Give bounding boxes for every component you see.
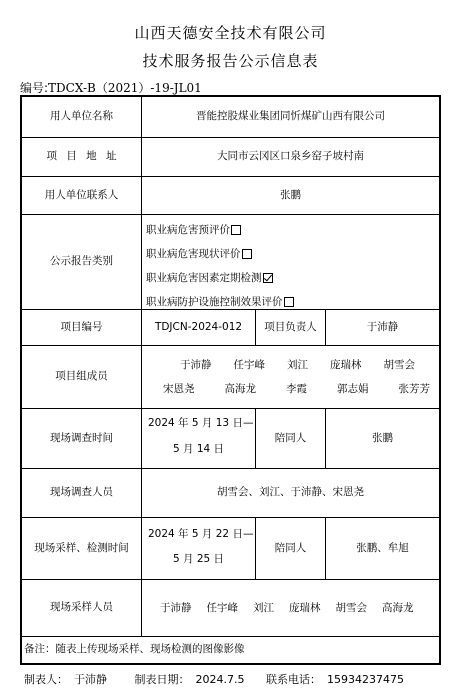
contact-value: 张鹏 (280, 188, 301, 201)
sampling-staff-list (160, 600, 414, 615)
sampling-time-line-1: 2024 年 5 月 22 日— (148, 528, 254, 541)
survey-staff-label: 现场调查人员 (50, 486, 113, 499)
checkbox-checked-icon[interactable] (263, 273, 273, 283)
survey-time-line-2: 5 月 14 日 (173, 443, 225, 456)
option-periodic-testing[interactable] (146, 266, 436, 290)
staff-name: 庞瑞林 (289, 602, 321, 614)
member-name: 郭志娟 (337, 383, 369, 395)
project-lead-label: 项目负责人 (264, 320, 317, 333)
checkbox-icon[interactable] (231, 225, 241, 235)
phone-label: 联系电话： (265, 673, 321, 686)
row-divider (20, 636, 441, 637)
members-line-1 (180, 357, 415, 372)
members-label: 项目组成员 (55, 370, 108, 383)
project-no-label: 项目编号 (60, 320, 103, 333)
option-label: 职业病危害预评价 (146, 224, 230, 236)
project-lead-value: 于沛静 (366, 320, 399, 333)
sampling-staff-label: 现场采样人员 (50, 601, 113, 614)
code-label: 编号: (20, 81, 49, 95)
client-value: 晋能控股煤业集团同忻煤矿山西有限公司 (196, 110, 385, 123)
address-label: 项 目 地 址 (46, 150, 117, 163)
survey-time-label: 现场调查时间 (50, 431, 113, 444)
staff-name: 于沛静 (160, 602, 192, 614)
remarks-note: 备注：随表上传现场采样、现场检测的图像影像 (24, 643, 245, 655)
category-options (146, 218, 436, 314)
footer (24, 671, 410, 687)
sampling-time-label: 现场采样、检测时间 (34, 541, 129, 554)
member-name: 宋恩尧 (163, 383, 195, 395)
survey-staff-value: 胡雪会、刘江、于沛静、宋恩尧 (217, 486, 364, 499)
category-label: 公示报告类别 (50, 255, 113, 268)
form-title: 技术服务报告公示信息表 (142, 52, 319, 70)
member-name: 任宇峰 (233, 359, 265, 371)
date-value: 2024.7.5 (195, 673, 245, 686)
company-title: 山西天德安全技术有限公司 (134, 24, 327, 42)
member-name: 刘江 (287, 359, 308, 371)
sampling-accompany-label: 陪同人 (274, 541, 307, 554)
member-name: 李霞 (286, 383, 307, 395)
staff-name: 胡雪会 (335, 602, 367, 614)
option-label: 职业病危害因素定期检测 (146, 272, 262, 284)
code-value: TDCX-B（2021）-19-JL01 (48, 81, 202, 95)
client-label: 用人单位名称 (50, 110, 113, 123)
checkbox-icon[interactable] (284, 297, 294, 307)
address-value: 大同市云冈区口泉乡窑子坡村南 (217, 150, 364, 163)
date-label: 制表日期： (134, 673, 190, 686)
option-pre-evaluation[interactable] (146, 218, 436, 242)
member-name: 张芳芳 (398, 383, 430, 395)
staff-name: 任宇峰 (206, 602, 238, 614)
sampling-time-line-2: 5 月 25 日 (173, 553, 225, 566)
contact-label: 用人单位联系人 (44, 188, 119, 201)
member-name: 胡雪会 (383, 359, 415, 371)
phone-value: 15934237475 (326, 673, 404, 686)
staff-name: 高海龙 (382, 602, 414, 614)
option-label: 职业病危害现状评价 (146, 248, 241, 260)
survey-time-line-1: 2024 年 5 月 13 日— (148, 417, 254, 430)
survey-accompany-value: 张鹏 (372, 431, 393, 444)
members-line-2 (163, 381, 430, 396)
sampling-accompany-value: 张鹏、牟旭 (356, 541, 409, 554)
member-name: 于沛静 (180, 359, 212, 371)
checkbox-icon[interactable] (242, 249, 252, 259)
option-status-evaluation[interactable] (146, 242, 436, 266)
member-name: 庞瑞林 (330, 359, 362, 371)
document-code (20, 79, 202, 96)
survey-accompany-label: 陪同人 (274, 431, 307, 444)
maker-value: 于沛静 (74, 673, 107, 686)
member-name: 高海龙 (224, 383, 256, 395)
option-label: 职业病防护设施控制效果评价 (146, 296, 283, 308)
maker-label: 制表人： (24, 673, 68, 686)
staff-name: 刘江 (253, 602, 274, 614)
project-no-value: TDJCN-2024-012 (154, 320, 243, 333)
